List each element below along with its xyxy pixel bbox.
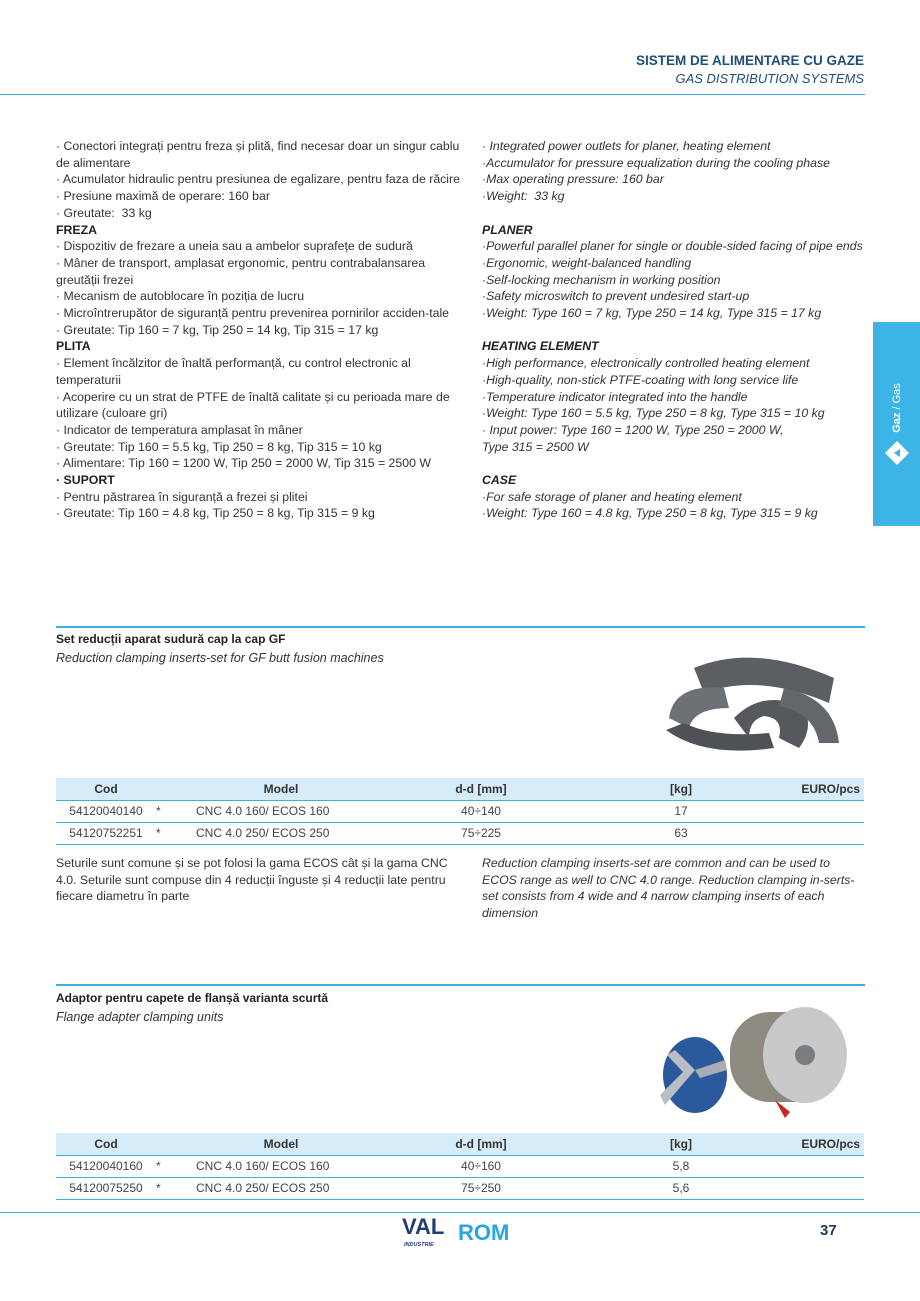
side-tab-label — [891, 383, 903, 433]
header-divider — [0, 94, 865, 95]
section1-table — [56, 778, 864, 845]
bullet-item: · Greutate: Tip 160 = 4.8 kg, Tip 250 = 8 kg, Tip 315 = 9 kg — [56, 506, 375, 521]
table-cell: 54120040140 — [56, 800, 156, 822]
bullet-item: ·Weight: Type 160 = 4.8 kg, Type 250 = 8 kg, Type 315 = 9 kg — [482, 506, 818, 521]
col-euro: EURO/pcs — [766, 1133, 864, 1155]
col-euro: EURO/pcs — [766, 778, 864, 800]
table-cell: 63 — [596, 822, 766, 844]
table-row — [56, 822, 864, 844]
bullet-item: ·High-quality, non-stick PTFE-coating with long service life — [482, 372, 799, 387]
col-model: Model — [196, 778, 366, 800]
bullet-item: ·Powerful parallel planer for single or double-sided facing of pipe ends — [482, 239, 863, 254]
header-subtitle: GAS DISTRIBUTION SYSTEMS — [675, 71, 864, 86]
table-cell — [766, 822, 864, 844]
bullet-item: · Microîntrerupător de siguranță pentru prevenirea pornirilor acciden-tale — [56, 306, 450, 321]
page-number: 37 — [820, 1222, 837, 1239]
col-cod: Cod — [56, 1133, 156, 1155]
side-tab-label-bold: Gaz — [891, 412, 903, 433]
bullet-item: ·Accumulator for pressure equalization during the cooling phase — [482, 155, 830, 170]
table-row — [56, 800, 864, 822]
gas-flame-icon — [883, 440, 911, 466]
table-cell: 54120752251 — [56, 822, 156, 844]
table-cell: * — [156, 1155, 196, 1177]
bullet-item: ·Self-locking mechanism in working position — [482, 272, 721, 287]
section-heading: PLITA — [56, 339, 91, 354]
bullet-item — [482, 322, 867, 339]
bullet-item: · Acumulator hidraulic pentru presiunea de egalizare, pentru faza de răcire — [56, 172, 460, 187]
col-dd: d-d [mm] — [366, 1133, 596, 1155]
table-cell: * — [156, 800, 196, 822]
col-blank — [156, 778, 196, 800]
table-cell: 5,8 — [596, 1155, 766, 1177]
col-kg: [kg] — [596, 1133, 766, 1155]
bullet-item: ·Weight: Type 160 = 7 kg, Type 250 = 14 kg, Type 315 = 17 kg — [482, 306, 822, 321]
col-kg: [kg] — [596, 778, 766, 800]
bullet-item: · Element încălzitor de înaltă performanță, cu control electronic al temperaturii — [56, 356, 415, 387]
reduction-inserts-image — [664, 648, 846, 758]
section1-subtitle: Reduction clamping inserts-set for GF butt fusion machines — [56, 651, 384, 665]
bullet-item: · Mâner de transport, amplasat ergonomic, pentru contrabalansarea greutății frezei — [56, 255, 429, 287]
col-model: Model — [196, 1133, 366, 1155]
bullet-item: · Alimentare: Tip 160 = 1200 W, Tip 250 = 2000 W, Tip 315 = 2500 W — [56, 456, 431, 471]
side-tab-label-rest: / Gas — [891, 383, 903, 413]
bullet-item: · Acoperire cu un strat de PTFE de înaltă calitate și cu perioada mare de utilizare (culoare gri) — [56, 389, 454, 421]
svg-text:VAL: VAL — [402, 1214, 445, 1239]
table-cell — [766, 1177, 864, 1199]
section2-table — [56, 1133, 864, 1200]
flange-adapter-image — [655, 1000, 855, 1122]
table-cell: CNC 4.0 250/ ECOS 250 — [196, 1177, 366, 1199]
bullet-item: · Conectori integrați pentru freza și plită, find necesar doar un singur cablu de alimentare — [56, 139, 463, 170]
section1-title: Set reducții aparat sudură cap la cap GF — [56, 632, 286, 646]
section1-note-ro: Seturile sunt comune și se pot folosi la gama ECOS cât și la gama CNC 4.0. Seturile sunt compuse din 4 reducții înguste și 4 reducții late pentru fiecare diametru în parte — [56, 856, 448, 904]
bullet-item: · Indicator de temperatura amplasat în mâner — [56, 422, 303, 437]
table-cell: CNC 4.0 160/ ECOS 160 — [196, 800, 366, 822]
table-cell: 40÷140 — [366, 800, 596, 822]
bullet-item: ·Temperature indicator integrated into the handle — [482, 389, 748, 404]
section-heading: HEATING ELEMENT — [482, 339, 599, 354]
table-row — [56, 1177, 864, 1199]
section-heading: PLANER — [482, 222, 533, 237]
footer-divider — [0, 1212, 920, 1213]
bullet-item: · Greutate: Tip 160 = 5.5 kg, Tip 250 = 8 kg, Tip 315 = 10 kg — [56, 439, 382, 454]
table-header-row — [56, 1133, 864, 1155]
bullet-item: ·For safe storage of planer and heating element — [482, 489, 742, 504]
bullet-item: · Greutate: Tip 160 = 7 kg, Tip 250 = 14 kg, Tip 315 = 17 kg — [56, 322, 379, 337]
table-cell: 17 — [596, 800, 766, 822]
table-row — [56, 1155, 864, 1177]
bullet-item: · Pentru păstrarea în siguranță a frezei și plitei — [56, 489, 308, 504]
bullet-item: · Mecanism de autoblocare în poziția de lucru — [56, 289, 305, 304]
bullet-item: · Integrated power outlets for planer, heating element — [482, 139, 771, 153]
section1-note-en: Reduction clamping inserts-set are common and can be used to ECOS range as well to CNC 4.0 range. Reduction clamping in-serts-set consists from 4 wide and 4 narrow clamping inserts of each dimension — [482, 856, 855, 921]
table-cell: 40÷160 — [366, 1155, 596, 1177]
table-header-row — [56, 778, 864, 800]
section2-title: Adaptor pentru capete de flanșă varianta scurtă — [56, 991, 329, 1005]
section-heading: FREZA — [56, 222, 97, 237]
table-cell: 5,6 — [596, 1177, 766, 1199]
svg-text:ROM: ROM — [458, 1220, 510, 1245]
svg-text:INDUSTRIE: INDUSTRIE — [404, 1242, 434, 1248]
bullet-item: · Presiune maximă de operare: 160 bar — [56, 189, 270, 204]
table-cell: * — [156, 822, 196, 844]
bullet-item: ·Safety microswitch to prevent undesired start-up — [482, 289, 750, 304]
bullet-item: ·Weight: 33 kg — [482, 189, 565, 204]
col-dd: d-d [mm] — [366, 778, 596, 800]
section2-divider — [56, 984, 865, 986]
table-cell — [766, 800, 864, 822]
table-cell: 54120075250 — [56, 1177, 156, 1199]
table-cell: CNC 4.0 250/ ECOS 250 — [196, 822, 366, 844]
romanian-description — [56, 138, 466, 522]
bullet-item: ·Weight: Type 160 = 5.5 kg, Type 250 = 8 kg, Type 315 = 10 kg — [482, 406, 825, 421]
bullet-item — [482, 455, 867, 472]
english-description — [482, 138, 867, 522]
table-cell: 75÷250 — [366, 1177, 596, 1199]
bullet-item: · Greutate: 33 kg — [56, 205, 152, 220]
bullet-item: · Input power: Type 160 = 1200 W, Type 250 = 2000 W, Type 315 = 2500 W — [482, 422, 784, 454]
section-heading: · SUPORT — [56, 473, 115, 488]
table-cell: 75÷225 — [366, 822, 596, 844]
table-cell: CNC 4.0 160/ ECOS 160 — [196, 1155, 366, 1177]
col-blank — [156, 1133, 196, 1155]
section-heading: CASE — [482, 473, 517, 488]
bullet-item: ·High performance, electronically controlled heating element — [482, 356, 810, 371]
bullet-item: ·Max operating pressure: 160 bar — [482, 172, 664, 187]
bullet-item: ·Ergonomic, weight-balanced handling — [482, 255, 692, 270]
table-cell: 54120040160 — [56, 1155, 156, 1177]
section1-divider — [56, 626, 865, 628]
col-cod: Cod — [56, 778, 156, 800]
valrom-logo — [402, 1214, 520, 1250]
header-title: SISTEM DE ALIMENTARE CU GAZE — [635, 53, 864, 68]
section2-subtitle: Flange adapter clamping units — [56, 1010, 224, 1024]
bullet-item — [482, 205, 867, 222]
bullet-item: · Dispozitiv de frezare a uneia sau a ambelor suprafețe de sudură — [56, 239, 413, 254]
table-cell — [766, 1155, 864, 1177]
table-cell: * — [156, 1177, 196, 1199]
